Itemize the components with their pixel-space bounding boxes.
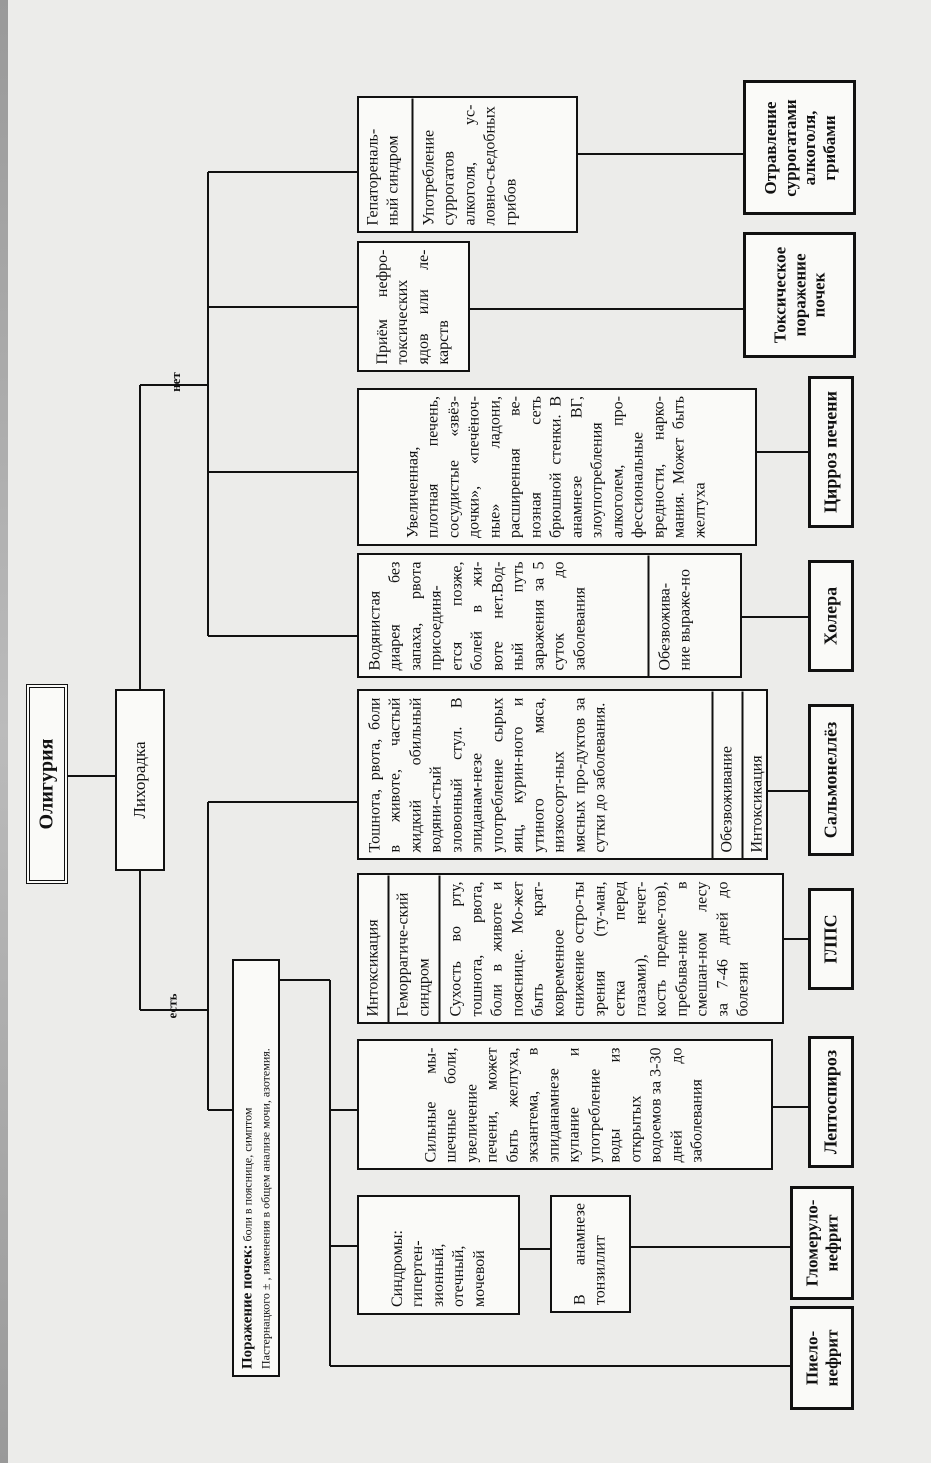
cholera-signs-foot: Обезвожива-ние выраже-но xyxy=(656,568,694,670)
lepto-signs-box xyxy=(357,1039,773,1170)
lepto-signs-body: Сильные мы-шечные боли, увеличение печени, может быть желтуха, экзантема, в эпиданамнезе купание и употребление воды из открытых водоемов за 3-30 дней до заболевания xyxy=(422,1047,706,1162)
fever-yes-label: есть xyxy=(164,993,180,1019)
syndromes-box xyxy=(357,1195,520,1315)
salmonella-signs-box xyxy=(357,689,768,860)
root-title: Олигурия xyxy=(35,738,58,830)
diagnosis-cholera: Холера xyxy=(808,560,854,672)
salmonella-signs-foot2: Интоксикация xyxy=(748,754,766,852)
nephrotoxic-body: Приём нефро-токсических ядов или ле-карств xyxy=(373,249,452,364)
fever-box xyxy=(115,689,165,871)
kidney-damage-text xyxy=(236,961,275,1375)
nephrotoxic-box xyxy=(357,241,470,372)
diagnosis-glps: ГЛПС xyxy=(808,888,854,990)
cirrhosis-signs-body: Увеличенная, плотная печень, сосудистые «звёз-дочки», «печёноч-ные» ладони, расширенная ве-нозная сеть брюшной стенки. В анамнезе ВГ, злоупотребления алкоголем, про-фессиональные вредности, нарко-мания. Может быть желтуха xyxy=(404,396,709,538)
diagnosis-pyelo: Пиело-нефрит xyxy=(790,1306,854,1410)
diagnosis-cirrhosis: Цирроз печени xyxy=(808,376,854,528)
glps-signs-box xyxy=(357,873,784,1024)
cholera-signs-body: Водянистая диарея без запаха, рвота присоединя-ется позже, болей в жи-воте нет.Вод-ный путь заражения за 5 суток до заболевания xyxy=(366,561,588,670)
kidney-damage-box xyxy=(232,959,280,1377)
tonsillitis-body: В анамнезе тонзиллит xyxy=(571,1203,609,1305)
hepatorenal-box xyxy=(357,96,578,233)
diagnosis-toxic-alcohol: Отравление суррогатами алкоголя, грибами xyxy=(743,80,856,215)
root-box xyxy=(26,684,68,884)
kidney-damage-title: Поражение почек: xyxy=(239,1244,256,1369)
kidney-damage-line2: Пастернацкого ± , изменения в общем анализе мочи, азотемия. xyxy=(257,1048,272,1369)
cholera-signs-box xyxy=(357,553,742,678)
fever-no-label: нет xyxy=(167,372,183,392)
glps-signs-body: Сухость во рту, тошнота, рвота, боли в животе и пояснице. Мо-жет быть крат-ковременное снижение остро-ты зрения (ту-ман, сетка перед глазами), нечет-кость предме-тов), пребыва-ние в смешан-ном лесу за 7-46 дней до болезни xyxy=(447,881,751,1016)
salmonella-signs-foot1: Обезвоживание xyxy=(718,745,735,852)
diagnosis-lepto: Лептоспироз xyxy=(808,1036,854,1168)
fever-title: Лихорадка xyxy=(130,741,150,819)
diagnosis-glomerulo: Гломеруло-нефрит xyxy=(790,1186,854,1300)
hepatorenal-body: Употребление суррогатов алкоголя, ус-ловно-съедобных грибов xyxy=(420,104,519,225)
diagnosis-salmonella: Сальмонеллёз xyxy=(808,704,854,856)
tonsillitis-box xyxy=(550,1195,631,1313)
kidney-damage-line1: боли в пояснице, симптом xyxy=(240,1107,255,1242)
diagnosis-toxic-kidney: Токсическое поражение почек xyxy=(743,232,856,358)
salmonella-signs-body: Тошнота, рвота, боли в животе, частый жидкий обильный водяни-стый зловонный стул. В эпиданам-незе употребление сырых яиц, курин-ного и утиного мяса, низкосорт-ных мясных про-дуктов за сутки до заболевания. xyxy=(366,697,609,852)
glps-signs-head2: Геморрагиче-ский синдром xyxy=(394,892,432,1016)
glps-signs-head1: Интоксикация xyxy=(364,918,381,1016)
cirrhosis-signs-box xyxy=(357,388,757,546)
hepatorenal-head: Гепатореналь-ный синдром xyxy=(364,128,402,225)
syndromes-body: Синдромы: гипертен-зионный, отечный, мочевой xyxy=(388,1230,488,1307)
